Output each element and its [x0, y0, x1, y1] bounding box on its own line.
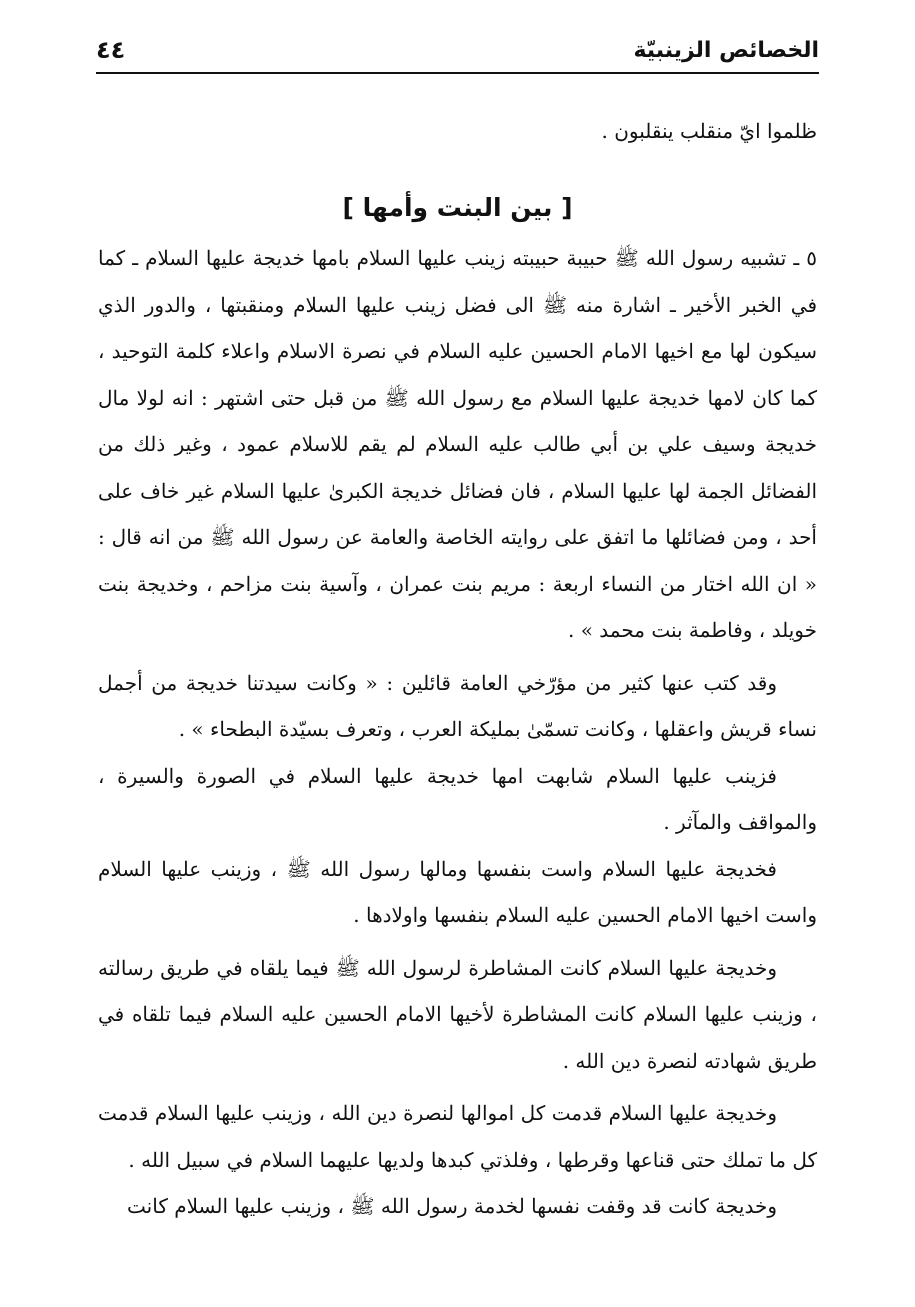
paragraph: وقد كتب عنها كثير من مؤرّخي العامة قائلين : « وكانت سيدتنا خديجة من أجمل نساء قريش واعقلها ، وكانت تسمّىٰ بمليكة العرب ، وتعرف بسيّدة البطحاء » .: [98, 670, 817, 741]
paragraph: ٥ ـ تشبيه رسول الله ﷺ حبيبة حبيبته زينب عليها السلام بامها خديجة عليها السلام ـ كما في الخبر الأخير ـ اشارة منه ﷺ الى فضل زينب عليها السلام ومنقبتها ، والدور الذي سيكون لها مع اخيها الامام الحسين عليه السلام في نصرة الاسلام واعلاء كلمة التوحيد ، كما كان لامها خديجة عليها السلام مع رسول الله ﷺ من قبل حتى اشتهر : انه لولا مال خديجة وسيف علي بن أبي طالب عليه السلام لم يقم للاسلام عمود ، وغير ذلك من الفضائل الجمة لها عليها السلام ، فان فضائل خديجة الكبرىٰ عليها السلام غير خاف على أحد ، ومن فضائلها ما اتفق على روايته الخاصة والعامة عن رسول الله ﷺ من انه قال : « ان الله اختار من النساء اربعة : مريم بنت عمران ، وآسية بنت مزاحم ، وخديجة بنت خويلد ، وفاطمة بنت محمد » .: [98, 246, 818, 642]
paragraph: فزينب عليها السلام شابهت امها خديجة عليها السلام في الصورة والسيرة ، والمواقف والمآثر .: [98, 763, 817, 834]
paragraph: وخديجة كانت قد وقفت نفسها لخدمة رسول الله ﷺ ، وزينب عليها السلام كانت: [127, 1194, 777, 1218]
header-title: الخصائص الزينبيّة: [633, 37, 819, 63]
opening-line: ظلموا ايّ منقلب ينقلبون .: [601, 119, 817, 143]
running-header: [96, 28, 819, 74]
paragraph: فخديجة عليها السلام واست بنفسها ومالها رسول الله ﷺ ، وزينب عليها السلام واست اخيها الامام الحسين عليه السلام بنفسها واولادها .: [98, 856, 817, 927]
section-title: [ بين البنت وأمها ]: [342, 192, 573, 222]
page-number: ٤٤: [96, 36, 126, 64]
paragraph: وخديجة عليها السلام كانت المشاطرة لرسول الله ﷺ فيما يلقاه في طريق رسالته ، وزينب عليها السلام كانت المشاطرة لأخيها الامام الحسين عليه السلام فيما تلقاه في طريق شهادته لنصرة دين الله .: [98, 955, 817, 1073]
paragraph: وخديجة عليها السلام قدمت كل اموالها لنصرة دين الله ، وزينب عليها السلام قدمت كل ما تملك حتى قناعها وقرطها ، وفلذتي كبدها ولديها عليهما السلام في سبيل الله .: [98, 1101, 817, 1172]
body-text: [98, 108, 817, 1230]
